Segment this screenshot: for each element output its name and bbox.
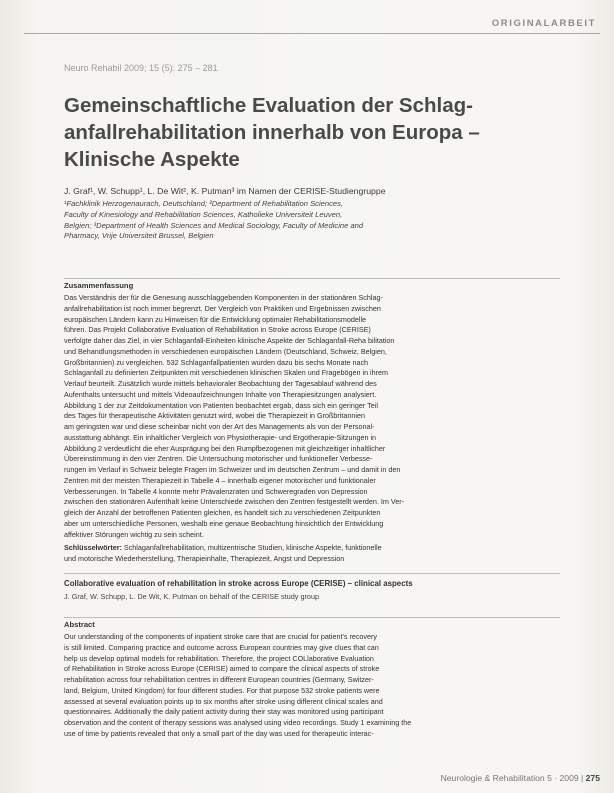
header-rule <box>24 33 600 34</box>
body-line: Schlaganfall zu definierten Zeitpunkten mit verschiedenen klinischen Skalen und Fragebögen in ihrem <box>64 368 389 378</box>
affiliation-line: Belgien; ³Department of Health Sciences and Medical Sociology, Faculty of Medicine and <box>64 220 364 230</box>
body-line: Zentren mit der meisten Therapiezeit in Tabelle 4 – innerhalb eigener motorischer und funktionaler <box>64 475 376 485</box>
body-line: des Tages für therapeutische Aktivitäten genutzt wird, wobei die Therapiezeit in Großbritannien <box>64 411 365 421</box>
keywords-line <box>64 543 558 554</box>
page-number: 275 <box>585 773 600 783</box>
body-line: of Rehabilitation in Stroke across Europe (CERISE) aimed to compare the clinical aspects of stroke <box>64 664 380 674</box>
body-line: Abbildung 2 verdeutlicht die eher Ausprägung bei den Rumpfbezogenen mit gleichzeitiger inhaltlicher <box>64 443 386 453</box>
body-line: Das Verständnis der für die Genesung ausschlaggebenden Komponenten in der stationären Schlag- <box>64 293 383 302</box>
body-line: is still limited. Comparing practice and outcome across European countries may give clues that can <box>64 642 379 652</box>
footer-separator: | <box>581 773 586 783</box>
affiliation-line: Pharmacy, Vrije Universiteit Brussel, Belgien <box>64 231 214 241</box>
abstract-heading: Abstract <box>64 620 95 629</box>
body-line: ausstattung abhängt. Ein inhaltlicher Vergleich von Physiotherapie- und Ergotherapie-Sitzungen in <box>64 432 377 442</box>
title-line: anfallrehabilitation innerhalb von Europa – <box>64 121 480 144</box>
body-line: aber um unterschiedliche Personen, weshalb eine genaue Beobachtung hinsichtlich der Entwicklung <box>64 518 384 528</box>
section-rule <box>64 278 560 279</box>
section-label: ORIGINALARBEIT <box>491 18 596 29</box>
title-line: Klinische Aspekte <box>64 148 240 171</box>
body-line: anfallrehabilitation ist noch immer begrenzt. Der Vergleich von Praktiken und Ergebnissen zwischen <box>64 303 381 313</box>
affiliation-line: ¹Fachklinik Herzogenaurach, Deutschland; ²Department of Rehabilitation Sciences, <box>64 199 343 208</box>
body-line: observation and the content of therapy sessions was analysed using video recordings. Study 1 examining the <box>64 718 412 727</box>
zusammenfassung-heading: Zusammenfassung <box>64 281 134 290</box>
section-rule <box>64 573 560 574</box>
body-line: help us develop optimal models for rehabilitation. Therefore, the project COLlaborative Evaluation <box>64 653 374 663</box>
authors: J. Graf¹, W. Schupp¹, L. De Wit², K. Putman³ im Namen der CERISE-Studiengruppe <box>64 186 386 196</box>
body-line: zwischen den stationären Aufenthalt keine Unterschiede zwischen den Zentren festgestellt werden. Im Ver- <box>64 497 404 507</box>
article-title <box>64 92 480 173</box>
affiliation-line: Faculty of Kinesiology and Rehabilitation Sciences, Katholieke Universiteit Leuven, <box>64 209 343 219</box>
section-rule <box>64 617 560 618</box>
body-line: führen. Das Projekt Collaborative Evaluation of Rehabilitation in Stroke across Europe (CERISE) <box>64 325 371 335</box>
abstract-body <box>64 632 558 740</box>
body-line: rehabilitation across four rehabilitation centres in different European countries (Germany, Switzer- <box>64 675 374 684</box>
body-line: und Behandlungsmethoden in verschiedenen europäischen Ländern (Deutschland, Schweiz, Belgien, <box>64 346 387 356</box>
keywords-text: Schlaganfallrehabilitation, multizentrische Studien, klinische Aspekte, funktionelle <box>121 543 382 552</box>
body-line: use of time by patients revealed that only a small part of the day was used for therapeutic interac- <box>64 728 374 738</box>
body-line: affektiver Störungen wichtig zu sein scheint. <box>64 529 204 539</box>
citation: Neuro Rehabil 2009; 15 (5): 275 – 281 <box>64 63 218 73</box>
body-line: gleich der Anzahl der betroffenen Patienten gleichen, es handelt sich zu verschiedenen Zeitpunkten <box>64 508 381 517</box>
body-line: Übereinstimmung in den vier Zentren. Die Untersuchung motorischer und funktioneller Verbesse- <box>64 454 373 464</box>
body-line: verfolgte daher das Ziel, in vier Schlaganfall-Einheiten klinische Aspekte der Schlaganfall-Reha bilitation <box>64 336 395 345</box>
body-line: am geringsten war und diese scheinbar nicht von der Art des Managements als von der Personal- <box>64 422 375 431</box>
body-line: Großbritannien) zu vergleichen. 532 Schlaganfallpatienten wurden dazu bis sechs Monate nach <box>64 357 369 367</box>
title-line: Gemeinschaftliche Evaluation der Schlag- <box>64 94 473 117</box>
keywords <box>64 543 558 565</box>
body-line: rungen im Verlauf in Schweiz belegte Fragen im Schweizer und im deutschen Zentrum – und damit in den <box>64 465 401 474</box>
body-line: Our understanding of the components of inpatient stroke care that are crucial for patient's recovery <box>64 632 378 641</box>
body-line: europäischen Ländern kann zu Hinweisen für die Entwicklung optimaler Rehabilitationsmodelle <box>64 314 367 324</box>
body-line: Verbesserungen. In Tabelle 4 konnte mehr Prävalenzraten und Schweregraden von Depression <box>64 486 368 496</box>
zusammenfassung-body <box>64 293 558 540</box>
keywords-line: und motorische Wiederherstellung, Therapieinhalte, Therapiezeit, Angst und Depression <box>64 553 345 563</box>
english-title: Collaborative evaluation of rehabilitation in stroke across Europe (CERISE) – clinical aspects <box>64 579 413 588</box>
page-footer <box>441 773 600 783</box>
english-authors: J. Graf, W. Schupp, L. De Wit, K. Putman on behalf of the CERISE study group <box>64 592 320 601</box>
body-line: Abbildung 1 der zur Zeitdokumentation von Patienten beobachtet ergab, dass sich ein geringer Teil <box>64 400 378 410</box>
body-line: questionnaires. Additionally the daily patient activity during their stay was monitored using participant <box>64 707 384 717</box>
affiliations <box>64 199 569 242</box>
journal-name: Neurologie & Rehabilitation 5 · 2009 <box>440 773 579 783</box>
body-line: assessed at several evaluation points up to six months after stroke using different clinical scales and <box>64 696 383 706</box>
keywords-label: Schlüsselwörter: <box>64 543 122 552</box>
body-line: Aufenthalts untersucht und mittels Videoaufzeichnungen Inhalte von Therapiesitzungen analysiert. <box>64 389 377 399</box>
body-line: land, Belgium, United Kingdom) for four different studies. For that purpose 532 stroke patients were <box>64 685 380 695</box>
body-line: Verlauf beurteilt. Zusätzlich wurde mittels behavioraler Beobachtung der Tagesablauf während des <box>64 379 377 388</box>
